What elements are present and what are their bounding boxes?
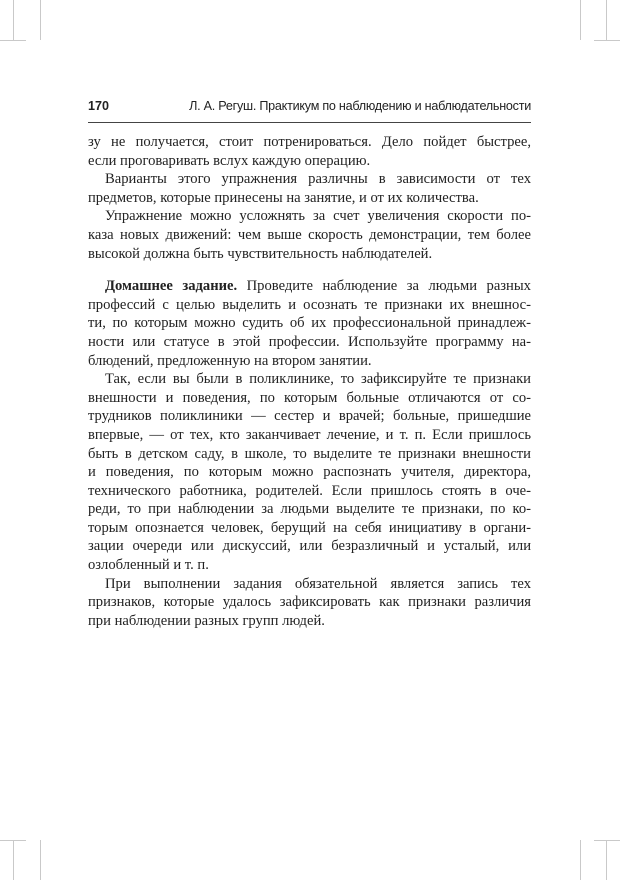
body-text	[88, 133, 531, 630]
paragraph-6	[88, 575, 531, 631]
text-line: если проговаривать вслух каждую операцию.	[88, 152, 371, 169]
text-line: озлобленный и т. п.	[88, 557, 209, 574]
homework-label: Домашнее задание.	[105, 278, 238, 295]
text-line: высокой должна быть чувствительность наблюдателей.	[88, 245, 433, 262]
text-line: при наблюдении разных групп людей.	[88, 612, 325, 629]
paragraph-gap	[88, 263, 531, 277]
text-line: трудников поликлиники — сестер и врачей; больные, пришедшие	[88, 408, 531, 425]
text-line: и поведения, по которым можно распознать учителя, директора,	[88, 464, 531, 481]
crop-mark	[13, 840, 14, 880]
crop-mark	[0, 40, 26, 41]
text-line: торым опознается человек, берущий на себя инициативу в органи-	[88, 519, 531, 536]
text-line: предметов, которые принесены на занятие, и от их количества.	[88, 189, 479, 206]
crop-mark	[606, 0, 607, 40]
crop-mark	[606, 840, 607, 880]
page-number: 170	[88, 99, 110, 113]
text-line: ности или статусе в этой профессии. Используйте программу на-	[88, 333, 531, 350]
text-line: впервые, — от тех, кто заканчивает лечение, и т. п. Если пришлось	[88, 426, 531, 443]
crop-mark	[40, 0, 41, 40]
text-line: При выполнении задания обязательной является запись тех	[105, 575, 531, 592]
crop-mark	[594, 40, 620, 41]
running-title: Л. А. Регуш. Практикум по наблюдению и наблюдательности	[189, 99, 531, 113]
text-line: Упражнение можно усложнять за счет увеличения скорости по-	[105, 208, 531, 225]
crop-mark	[580, 840, 581, 880]
text-line	[88, 277, 531, 296]
crop-mark	[580, 0, 581, 40]
text-line: зу не получается, стоит потренироваться. Дело пойдет быстрее,	[88, 134, 531, 150]
text-line: блюдений, предложенную на втором занятии.	[88, 352, 372, 369]
text-line: быть в детском саду, в школе, то выделите те признаки внешности	[88, 445, 531, 462]
text-line: признаков, которые удалось зафиксировать как признаки различия	[88, 594, 531, 611]
text-line: профессий с целью выделить и осознать те признаки их внешнос-	[88, 296, 531, 313]
text-line: внешности и поведения, по которым больные отличаются от со-	[88, 389, 531, 406]
paragraph-2	[88, 170, 531, 207]
paragraph-homework	[88, 277, 531, 370]
crop-mark	[40, 840, 41, 880]
paragraph-3	[88, 207, 531, 263]
running-header	[88, 99, 531, 121]
text-line: зации очереди или дискуссий, или безразличный и усталый, или	[88, 538, 531, 555]
crop-mark	[594, 840, 620, 841]
homework-first-line: Проведите наблюдение за людьми разных	[237, 278, 531, 295]
paragraph-5	[88, 370, 531, 575]
paragraph-1	[88, 133, 531, 170]
text-line: ти, по которым можно судить об их профессиональной принадлеж-	[88, 315, 531, 332]
text-line: Варианты этого упражнения различны в зависимости от тех	[105, 171, 531, 188]
text-line: технического работника, родителей. Если пришлось стоять в оче-	[88, 482, 531, 499]
header-rule	[88, 122, 531, 123]
crop-mark	[13, 0, 14, 40]
text-line: Так, если вы были в поликлинике, то зафиксируйте те признаки	[105, 371, 531, 388]
text-line: каза новых движений: чем выше скорость демонстрации, тем более	[88, 226, 531, 243]
crop-mark	[0, 840, 26, 841]
text-line: реди, то при наблюдении за людьми выделите те признаки, по ко-	[88, 501, 531, 518]
